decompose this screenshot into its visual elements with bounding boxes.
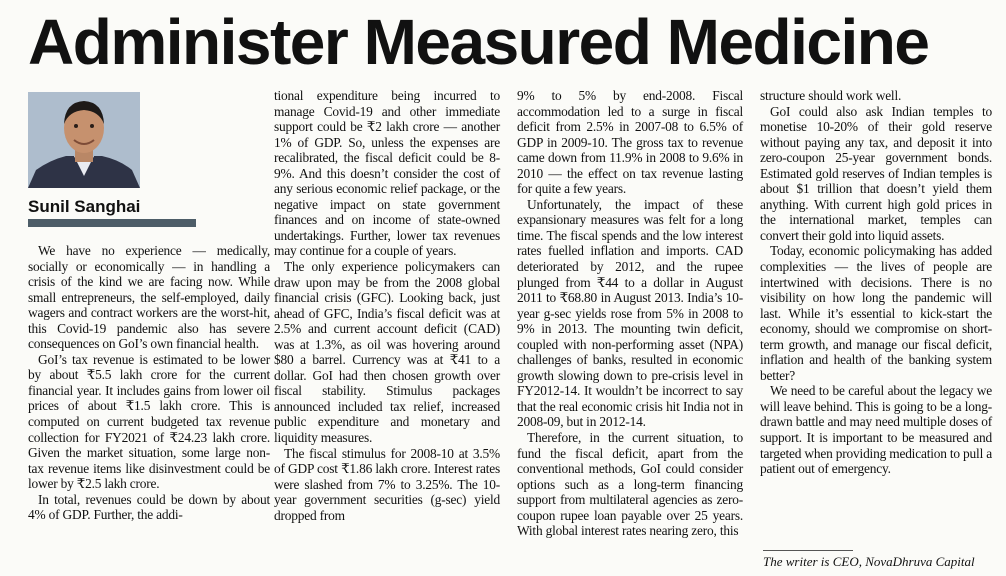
paragraph: GoI could also ask Indian temples to monetise 10-20% of their gold reserve without paying any tax, and deposit it into zero-coupon 25-year government bonds. Estimated gold reserves of Indian temples is about $1 trillion that doesn’t yield them anything. With current high gold prices in the international market, temples can convert their gold into liquid assets. xyxy=(760,103,992,243)
article-column-4 xyxy=(760,88,992,477)
author-footnote: The writer is CEO, NovaDhruva Capital xyxy=(763,554,975,569)
paragraph: Therefore, in the current situation, to fund the fiscal deficit, apart from the conventional methods, GoI could consider options such as a long-term financing support from multilateral agencies as zero-coupon rupee loan payable over 25 years. With global interest rates nearing zero, this xyxy=(517,430,743,539)
paragraph: GoI’s tax revenue is estimated to be lower by about ₹5.5 lakh crore for the current financial year. It includes gains from lower oil prices of about ₹1.5 lakh crore. This is computed on current budgeted tax revenue collection for FY2021 of ₹24.23 lakh crore. Given the market situation, some large non-tax revenue items like disinvestment could be lower by ₹2.5 lakh crore. xyxy=(28,351,270,492)
paragraph: tional expenditure being incurred to manage Covid-19 and other immediate support could be ₹2 lakh crore — another 1% of GDP. So, unless the expenses are recalibrated, the fiscal deficit could be 8-9%. And this doesn’t consider the cost of any serious economic relief package, or the negative impact on state government finances and on income of state-owned undertakings. Further, lower tax revenues may continue for a couple of years. xyxy=(274,88,500,259)
paragraph: 9% to 5% by end-2008. Fiscal accommodation led to a surge in fiscal deficit from 2.5% in 2007-08 to 6.5% of GDP in 2009-10. The gross tax to revenue came down from 11.9% in 2008 to 9.6% in 2010 — the effect on tax revenue lasting for quite a few years. xyxy=(517,88,743,197)
byline-rule xyxy=(28,219,196,227)
article-column-3 xyxy=(517,88,743,539)
author-name: Sunil Sanghai xyxy=(28,197,141,216)
paragraph: Today, economic policymaking has added complexities — the lives of people are intertwined with decisions. There is no visibility on how long the pandemic will last. While it’s essential to kick-start the economy, should we compromise on short-term growth, and manage our fiscal deficit, inflation and health of the banking system better? xyxy=(760,243,992,383)
article-column-1 xyxy=(28,243,270,523)
paragraph: Unfortunately, the impact of these expansionary measures was felt for a long time. The fiscal spends and the low interest rates fuelled inflation and imports. CAD deteriorated by 2012, and the rupee plunged from ₹44 to a dollar in August 2011 to ₹68.80 in August 2013. India’s 10-year g-sec yields rose from 5% in 2008 to 9% in 2013. The mounting twin deficit, coupled with non-performing asset (NPA) challenges of banks, resulted in economic growth slowing down to pre-crisis level in FY2012-14. It wouldn’t be incorrect to say that the real economic crisis hit India not in 2008-09, but in 2012-14. xyxy=(517,196,743,430)
paragraph: In total, revenues could be down by about 4% of GDP. Further, the addi- xyxy=(28,491,270,523)
author-portrait-icon xyxy=(28,92,140,188)
paragraph: The fiscal stimulus for 2008-10 at 3.5% of GDP cost ₹1.86 lakh crore. Interest rates were slashed from 7% to 3.25%. The 10-year government securities (g-sec) yield dropped from xyxy=(274,445,500,523)
paragraph: The only experience policymakers can draw upon may be from the 2008 global financial crisis (GFC). Looking back, just ahead of GFC, India’s fiscal deficit was at 2.5% and current account deficit (CAD) was at 1.3%, as oil was hovering around $80 a barrel. Currency was at ₹41 to a dollar. GoI had then chosen growth over fiscal stability. Stimulus packages announced included tax relief, increased public expenditure and monetary and liquidity measures. xyxy=(274,259,500,446)
paragraph: structure should work well. xyxy=(760,88,902,103)
footnote-rule xyxy=(763,550,853,551)
headline: Administer Measured Medicine xyxy=(28,6,929,78)
paragraph: We have no experience — medically, socially or economically — in handling a crisis of the kind we are facing now. While small entrepreneurs, the self-employed, daily wagers and contract workers are the worst-hit, this Covid-19 pandemic also has severe consequences on GoI’s own financial health. xyxy=(28,243,270,352)
article-column-2 xyxy=(274,88,500,523)
paragraph: We need to be careful about the legacy we will leave behind. This is going to be a long-drawn battle and may need multiple doses of support. It is important to be measured and targeted when providing medication to pull a patient out of emergency. xyxy=(760,383,992,477)
